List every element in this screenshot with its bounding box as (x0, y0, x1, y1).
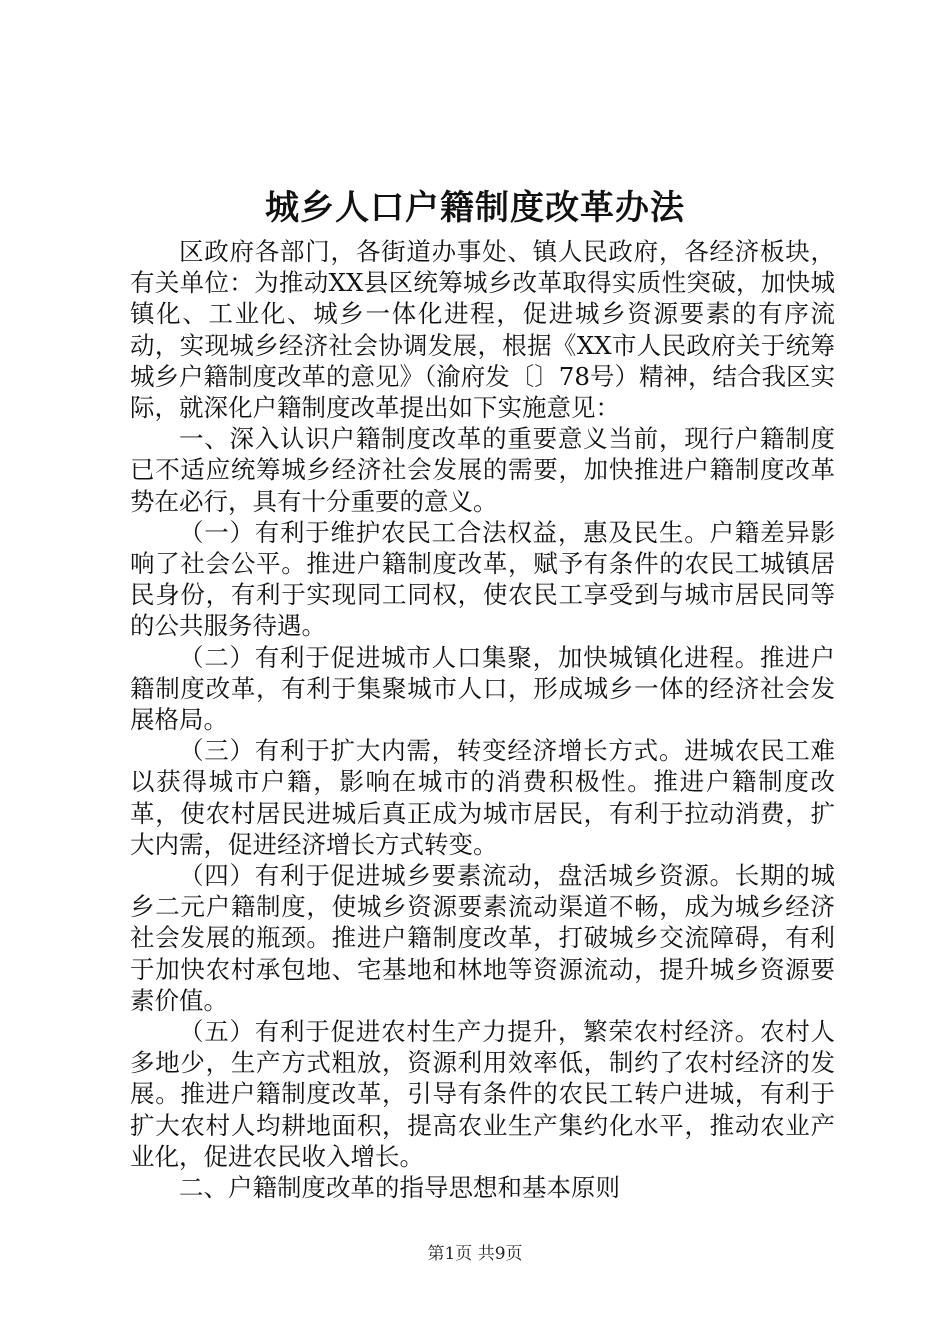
page-number-footer: 第1页 共9页 (427, 1244, 523, 1264)
paragraph-item-2: （二）有利于促进城市人口集聚，加快城镇化进程。推进户籍制度改革，有利于集聚城市人口，形成城乡一体的经济社会发展格局。 (130, 642, 835, 735)
paragraph-section-2: 二、户籍制度改革的指导思想和基本原则 (179, 1173, 620, 1203)
paragraph-item-5: （五）有利于促进农村生产力提升，繁荣农村经济。农村人多地少，生产方式粗放，资源利用效率低，制约了农村经济的发展。推进户籍制度改革，引导有条件的农民工转户进城，有利于扩大农村人均耕地面积，提高农业生产集约化水平，推动农业产业化，促进农民收入增长。 (130, 1017, 835, 1171)
paragraph-intro: 区政府各部门，各街道办事处、镇人民政府，各经济板块，有关单位：为推动XX县区统筹城乡改革取得实质性突破，加快城镇化、工业化、城乡一体化进程，促进城乡资源要素的有序流动，实现城乡经济社会协调发展，根据《XX市人民政府关于统筹城乡户籍制度改革的意见》（渝府发〔〕78号）精神，结合我区实际，就深化户籍制度改革提出如下实施意见： (130, 237, 835, 423)
paragraph-section-1: 一、深入认识户籍制度改革的重要意义当前，现行户籍制度已不适应统筹城乡经济社会发展的需要，加快推进户籍制度改革势在必行，具有十分重要的意义。 (130, 424, 835, 516)
paragraph-item-4: （四）有利于促进城乡要素流动，盘活城乡资源。长期的城乡二元户籍制度，使城乡资源要素流动渠道不畅，成为城乡经济社会发展的瓶颈。推进户籍制度改革，打破城乡交流障碍，有利于加快农村承包地、宅基地和林地等资源流动，提升城乡资源要素价值。 (130, 861, 835, 1015)
document-title: 城乡人口户籍制度改革办法 (265, 188, 685, 228)
paragraph-item-3: （三）有利于扩大内需，转变经济增长方式。进城农民工难以获得城市户籍，影响在城市的消费积极性。推进户籍制度改革，使农村居民进城后真正成为城市居民，有利于拉动消费，扩大内需，促进经济增长方式转变。 (130, 736, 835, 859)
paragraph-item-1: （一）有利于维护农民工合法权益，惠及民生。户籍差异影响了社会公平。推进户籍制度改革，赋予有条件的农民工城镇居民身份，有利于实现同工同权，使农民工享受到与城市居民同等的公共服务待遇。 (130, 517, 835, 641)
document-body (130, 236, 835, 1203)
